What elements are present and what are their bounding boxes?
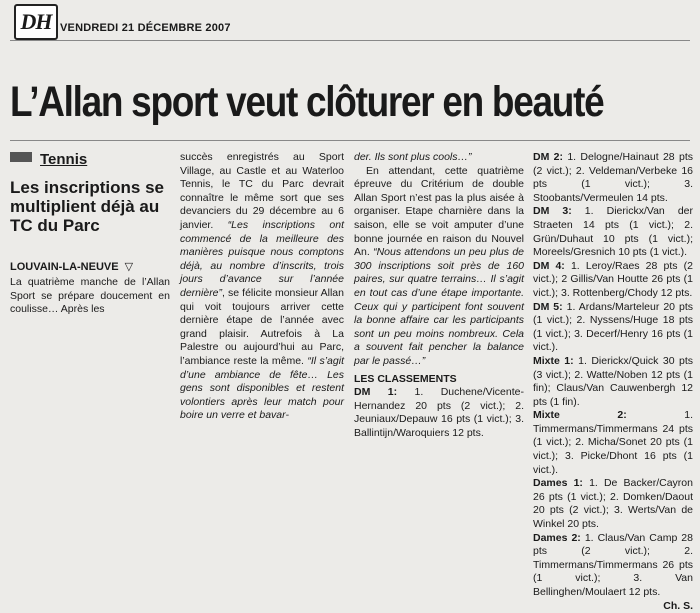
classement-text: 1. De Backer/Cayron 26 pts (1 vict.); 2. Domken/Daout 20 pts (2 vict.); 3. Werts/Van de Winkel 20 pts. xyxy=(533,477,693,531)
rubric-square-icon xyxy=(10,152,32,162)
quote-continuation: der. Ils sont plus cools…” xyxy=(354,151,472,163)
classement-entry xyxy=(533,355,693,409)
place-label: LOUVAIN-LA-NEUVE xyxy=(10,261,119,273)
classement-entry xyxy=(533,151,693,205)
headline-rule xyxy=(10,140,690,141)
column-3-paragraph xyxy=(354,165,524,369)
article-intro xyxy=(10,276,170,317)
classement-category: DM 5: xyxy=(533,300,563,313)
dateline-place xyxy=(10,260,133,273)
body-text: succès enregistrés au Sport Village, au Castle et au Waterloo Tennis, le TC du Parc devrait connaître le même sort que ses devanciers du 29 décembre au 6 janvier. xyxy=(180,151,344,231)
body-text: En attendant, cette quatrième épreuve du Critérium de double Allan Sport n’est pas la plus aisée à organiser. Etape charnière dans la saison, elle se voit amputer d’une bonne journée en raison du Nouvel An. xyxy=(354,164,524,259)
classement-text: 1. Dierickx/Quick 30 pts (3 vict.); 2. Watte/Noben 12 pts (1 fin); Claus/Van Cauwenbergh 12 pts (1 fin). xyxy=(533,354,694,408)
quote-text: “Nous attendons un peu plus de 300 inscriptions soit près de 160 paires, sur quatre terrains… Il s’agit en tout cas d’une étape importante. Ceux qui y participent font souvent la bonne affaire car les participants sont un peu moins nombreux. Cela a souvent fait pencher la balance par le passé…” xyxy=(354,246,524,367)
classement-entry xyxy=(533,260,693,301)
article-column-2 xyxy=(180,151,344,423)
article-column-4 xyxy=(533,151,693,613)
classement-category: Mixte 1: xyxy=(533,354,574,367)
classement-category: DM 3: xyxy=(533,205,572,218)
classement-text: 1. Claus/Van Camp 28 pts (2 vict.); 2. Timmermans/Timmermans 26 pts (1 vict.); 3. Van Bellinghen/Moulaert 12 pts. xyxy=(533,531,693,598)
classement-category: Mixte 2: xyxy=(533,409,627,422)
quote-text: “Les inscriptions ont commencé de la meilleure des manières puisque nous comptons déjà, au nombre d’inscrits, trois jours d’avance sur l’année dernière” xyxy=(180,218,344,299)
classement-entry xyxy=(533,301,693,355)
publication-date: VENDREDI 21 DÉCEMBRE 2007 xyxy=(60,22,231,34)
classement-text: 1. Dierickx/Van der Straeten 14 pts (1 vict.); 2. Grün/Duhaut 10 pts (1 vict.); Moreels/Gresnich 10 pts (1 vict.). xyxy=(533,205,693,259)
classement-entry xyxy=(533,532,693,600)
newspaper-logo: DH xyxy=(14,4,58,40)
article-subheadline: Les inscriptions se multiplient déjà au TC du Parc xyxy=(10,178,164,235)
author-signature: Ch. S. xyxy=(663,599,693,612)
classement-category: Dames 2: xyxy=(533,531,581,544)
classement-text: 1. Leroy/Raes 28 pts (2 vict.); 2 Gillis/Van Houtte 26 pts (1 vict.); 3. Rottenberg/Chody 12 pts. xyxy=(533,259,693,299)
classement-entry xyxy=(533,409,693,477)
article-headline: L’Allan sport veut clôturer en beauté xyxy=(10,78,604,126)
classement-entry xyxy=(533,477,693,531)
classement-category: Dames 1: xyxy=(533,477,583,490)
quote-text: “Il s’agit d’une ambiance de fête… Les gens sont disponibles et restent volontiers après leur match pour boire un verre et bavar- xyxy=(180,354,344,422)
section-rubric xyxy=(10,151,87,168)
classement-entry xyxy=(533,205,693,259)
body-text: , se félicite monsieur Allan qui voit toujours arriver cette dernière étape de l’année avec grand plaisir. Autrefois à La Palestre ou aujourd’hui au Parc, l’ambiance reste la même. xyxy=(180,286,344,367)
intro-text: La quatrième manche de l’Allan Sport se prépare doucement en coulisse… Après les xyxy=(10,276,170,316)
classement-category: DM 1: xyxy=(354,386,398,399)
column-2-paragraph xyxy=(180,151,344,423)
rubric-label: Tennis xyxy=(40,151,88,168)
classement-text: 1. Timmermans/Timmermans 24 pts (1 vict.); 2. Micha/Sonet 20 pts (1 vict.); 3. Picke/Dhont 16 pts (1 vict.). xyxy=(533,409,693,476)
classement-text: 1. Duchene/Vicente-Hernandez 20 pts (2 vict.); 2. Jeuniaux/Depauw 16 pts (1 vict.); 3. Ballintijn/Waroquiers 12 pts. xyxy=(354,386,524,439)
classement-category: DM 2: xyxy=(533,151,563,163)
triangle-down-icon: ▽ xyxy=(124,261,134,273)
classement-text: 1. Delogne/Hainaut 28 pts (2 vict.); 2. Veldeman/Verbeke 16 pts (1 vict.); 3. Stoobants/Vermeulen 14 pts. xyxy=(533,151,693,204)
classement-entry xyxy=(354,386,524,440)
classement-category: DM 4: xyxy=(533,259,565,272)
masthead-rule xyxy=(10,40,690,41)
classement-text: 1. Ardans/Marteleur 20 pts (1 vict.); 2. Nyssens/Huge 18 pts (1 vict.); 3. Decerf/Henry 16 pts (1 vict.). xyxy=(533,300,693,354)
classements-title: LES CLASSEMENTS xyxy=(354,372,457,385)
article-column-3 xyxy=(354,151,524,440)
